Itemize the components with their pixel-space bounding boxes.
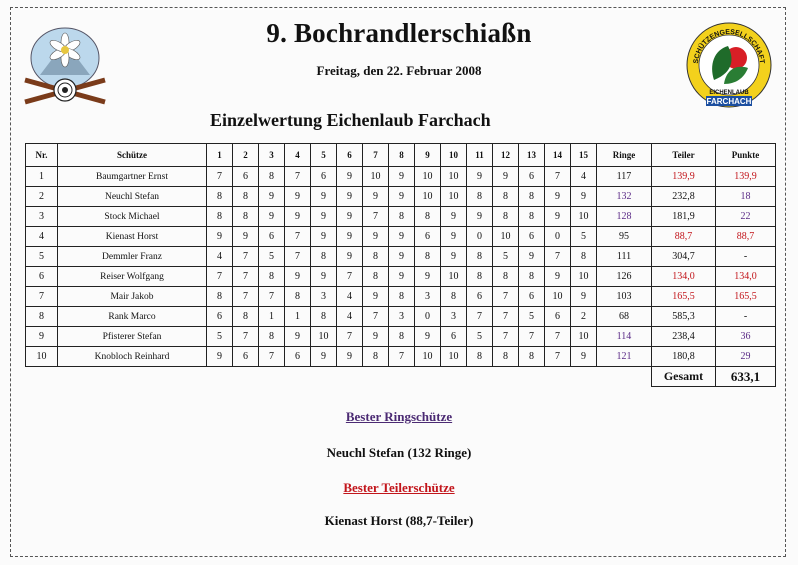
shot-score: 7 xyxy=(207,267,233,287)
punkte-value: 36 xyxy=(716,327,776,347)
ringe-total: 121 xyxy=(597,347,652,367)
emblem-top-text: SCHÜTZENGESELLSCHAFT xyxy=(692,28,766,64)
shot-score: 8 xyxy=(415,207,441,227)
shot-score: 9 xyxy=(415,327,441,347)
shot-score: 0 xyxy=(545,227,571,247)
shot-score: 5 xyxy=(259,247,285,267)
shot-score: 6 xyxy=(285,347,311,367)
shot-score: 9 xyxy=(441,207,467,227)
shot-score: 6 xyxy=(311,167,337,187)
teiler-value: 585,3 xyxy=(652,307,716,327)
shot-score: 9 xyxy=(337,207,363,227)
shot-score: 8 xyxy=(363,267,389,287)
ringe-total: 114 xyxy=(597,327,652,347)
ringe-total: 128 xyxy=(597,207,652,227)
shot-score: 9 xyxy=(441,227,467,247)
shot-score: 10 xyxy=(441,347,467,367)
shot-score: 6 xyxy=(233,167,259,187)
shot-score: 9 xyxy=(519,247,545,267)
shot-score: 9 xyxy=(207,227,233,247)
teiler-value: 139,9 xyxy=(652,167,716,187)
shot-score: 8 xyxy=(389,327,415,347)
table-header-row xyxy=(26,144,776,167)
shooter-name: Neuchl Stefan xyxy=(58,187,207,207)
teiler-value: 232,8 xyxy=(652,187,716,207)
shot-score: 7 xyxy=(519,327,545,347)
shot-score: 0 xyxy=(415,307,441,327)
best-ring-value: Neuchl Stefan (132 Ringe) xyxy=(326,445,472,460)
row-number: 6 xyxy=(26,267,58,287)
shot-score: 6 xyxy=(467,287,493,307)
shot-score: 9 xyxy=(545,267,571,287)
column-header: 9 xyxy=(415,144,441,167)
shooter-name: Baumgartner Ernst xyxy=(58,167,207,187)
table-row xyxy=(26,267,776,287)
shot-score: 7 xyxy=(493,287,519,307)
shot-score: 7 xyxy=(259,287,285,307)
punkte-value: 139,9 xyxy=(716,167,776,187)
shot-score: 9 xyxy=(285,207,311,227)
shot-score: 9 xyxy=(285,327,311,347)
shot-score: 9 xyxy=(311,347,337,367)
shot-score: 10 xyxy=(571,207,597,227)
shot-score: 5 xyxy=(493,247,519,267)
best-ring-label: Bester Ringschütze xyxy=(345,409,453,424)
shot-score: 3 xyxy=(389,307,415,327)
shot-score: 8 xyxy=(311,307,337,327)
gesamt-spacer xyxy=(26,367,652,387)
shot-score: 6 xyxy=(233,347,259,367)
shot-score: 7 xyxy=(389,347,415,367)
shot-score: 8 xyxy=(467,247,493,267)
shot-score: 7 xyxy=(233,267,259,287)
teiler-value: 238,4 xyxy=(652,327,716,347)
punkte-value: - xyxy=(716,307,776,327)
shot-score: 9 xyxy=(337,167,363,187)
shot-score: 4 xyxy=(337,307,363,327)
gesamt-row xyxy=(26,367,776,387)
table-row xyxy=(26,227,776,247)
shot-score: 10 xyxy=(571,327,597,347)
row-number: 7 xyxy=(26,287,58,307)
shot-score: 7 xyxy=(285,167,311,187)
teiler-value: 304,7 xyxy=(652,247,716,267)
table-row xyxy=(26,167,776,187)
shot-score: 8 xyxy=(493,207,519,227)
shot-score: 4 xyxy=(571,167,597,187)
shot-score: 10 xyxy=(545,287,571,307)
shot-score: 9 xyxy=(363,327,389,347)
emblem-bottom-text: EICHENLAUB xyxy=(709,90,749,96)
shot-score: 9 xyxy=(337,247,363,267)
shot-score: 7 xyxy=(493,327,519,347)
shot-score: 0 xyxy=(467,227,493,247)
shot-score: 7 xyxy=(337,267,363,287)
table-row xyxy=(26,287,776,307)
table-row xyxy=(26,327,776,347)
shot-score: 8 xyxy=(233,187,259,207)
shot-score: 8 xyxy=(363,347,389,367)
punkte-value: 88,7 xyxy=(716,227,776,247)
shot-score: 8 xyxy=(233,307,259,327)
shot-score: 9 xyxy=(311,267,337,287)
shot-score: 8 xyxy=(233,207,259,227)
shot-score: 8 xyxy=(493,187,519,207)
column-header: 6 xyxy=(337,144,363,167)
shooter-name: Reiser Wolfgang xyxy=(58,267,207,287)
shot-score: 10 xyxy=(571,267,597,287)
shot-score: 8 xyxy=(467,347,493,367)
shot-score: 7 xyxy=(363,307,389,327)
shot-score: 9 xyxy=(571,287,597,307)
shot-score: 9 xyxy=(259,207,285,227)
shot-score: 9 xyxy=(337,347,363,367)
gesamt-label: Gesamt xyxy=(652,367,716,387)
shot-score: 9 xyxy=(311,187,337,207)
shot-score: 8 xyxy=(389,207,415,227)
shot-score: 8 xyxy=(467,187,493,207)
shooter-name: Demmler Franz xyxy=(58,247,207,267)
punkte-value: 22 xyxy=(716,207,776,227)
shot-score: 9 xyxy=(545,187,571,207)
ringe-total: 117 xyxy=(597,167,652,187)
column-header: 5 xyxy=(311,144,337,167)
shot-score: 7 xyxy=(259,347,285,367)
shot-score: 10 xyxy=(363,167,389,187)
shot-score: 7 xyxy=(467,307,493,327)
shot-score: 10 xyxy=(415,347,441,367)
column-header: Teiler xyxy=(652,144,716,167)
column-header: 3 xyxy=(259,144,285,167)
shot-score: 8 xyxy=(519,267,545,287)
column-header: 8 xyxy=(389,144,415,167)
shot-score: 8 xyxy=(441,287,467,307)
shot-score: 9 xyxy=(389,267,415,287)
row-number: 4 xyxy=(26,227,58,247)
shot-score: 9 xyxy=(311,227,337,247)
shot-score: 8 xyxy=(207,287,233,307)
shot-score: 5 xyxy=(467,327,493,347)
teiler-value: 88,7 xyxy=(652,227,716,247)
shot-score: 7 xyxy=(233,327,259,347)
row-number: 5 xyxy=(26,247,58,267)
shot-score: 1 xyxy=(259,307,285,327)
shot-score: 9 xyxy=(363,227,389,247)
shot-score: 9 xyxy=(285,187,311,207)
shot-score: 8 xyxy=(207,187,233,207)
table-row xyxy=(26,347,776,367)
shot-score: 8 xyxy=(493,267,519,287)
column-header: 12 xyxy=(493,144,519,167)
shot-score: 10 xyxy=(441,187,467,207)
shot-score: 10 xyxy=(441,167,467,187)
shot-score: 9 xyxy=(467,167,493,187)
shot-score: 10 xyxy=(441,267,467,287)
shot-score: 9 xyxy=(389,247,415,267)
shot-score: 8 xyxy=(519,347,545,367)
event-date: Freitag, den 22. Februar 2008 xyxy=(316,63,482,78)
shot-score: 9 xyxy=(571,347,597,367)
shot-score: 10 xyxy=(311,327,337,347)
shot-score: 8 xyxy=(519,207,545,227)
punkte-value: 134,0 xyxy=(716,267,776,287)
shooter-name: Knobloch Reinhard xyxy=(58,347,207,367)
column-header: 14 xyxy=(545,144,571,167)
best-teiler-label: Bester Teilerschütze xyxy=(343,480,455,495)
shot-score: 5 xyxy=(207,327,233,347)
shot-score: 7 xyxy=(545,167,571,187)
punkte-value: - xyxy=(716,247,776,267)
shot-score: 7 xyxy=(545,347,571,367)
shot-score: 9 xyxy=(363,187,389,207)
row-number: 3 xyxy=(26,207,58,227)
punkte-value: 165,5 xyxy=(716,287,776,307)
shot-score: 2 xyxy=(571,307,597,327)
shot-score: 10 xyxy=(493,227,519,247)
teiler-value: 165,5 xyxy=(652,287,716,307)
table-row xyxy=(26,247,776,267)
teiler-value: 180,8 xyxy=(652,347,716,367)
shot-score: 6 xyxy=(519,167,545,187)
results-table xyxy=(25,143,776,387)
column-header: 1 xyxy=(207,144,233,167)
shot-score: 8 xyxy=(415,247,441,267)
shot-score: 8 xyxy=(259,267,285,287)
punkte-value: 18 xyxy=(716,187,776,207)
ringe-total: 111 xyxy=(597,247,652,267)
row-number: 2 xyxy=(26,187,58,207)
shot-score: 9 xyxy=(545,207,571,227)
column-header: 2 xyxy=(233,144,259,167)
shot-score: 9 xyxy=(389,167,415,187)
shot-score: 7 xyxy=(545,247,571,267)
teiler-value: 134,0 xyxy=(652,267,716,287)
shot-score: 5 xyxy=(519,307,545,327)
shot-score: 9 xyxy=(571,187,597,207)
shot-score: 9 xyxy=(207,347,233,367)
shot-score: 6 xyxy=(259,227,285,247)
shot-score: 9 xyxy=(467,207,493,227)
shot-score: 10 xyxy=(415,187,441,207)
shot-score: 8 xyxy=(259,167,285,187)
shot-score: 7 xyxy=(493,307,519,327)
shot-score: 7 xyxy=(207,167,233,187)
ringe-total: 126 xyxy=(597,267,652,287)
row-number: 9 xyxy=(26,327,58,347)
table-row xyxy=(26,187,776,207)
shooter-name: Stock Michael xyxy=(58,207,207,227)
column-header: 11 xyxy=(467,144,493,167)
shot-score: 7 xyxy=(337,327,363,347)
shot-score: 8 xyxy=(311,247,337,267)
shot-score: 7 xyxy=(233,247,259,267)
shot-score: 8 xyxy=(519,187,545,207)
shot-score: 5 xyxy=(571,227,597,247)
shot-score: 8 xyxy=(571,247,597,267)
shot-score: 9 xyxy=(441,247,467,267)
table-row xyxy=(26,207,776,227)
ringe-total: 95 xyxy=(597,227,652,247)
column-header: 7 xyxy=(363,144,389,167)
page-title: 9. Bochrandlerschiaßn xyxy=(266,18,532,48)
row-number: 10 xyxy=(26,347,58,367)
shot-score: 9 xyxy=(337,187,363,207)
shooter-name: Kienast Horst xyxy=(58,227,207,247)
row-number: 1 xyxy=(26,167,58,187)
shot-score: 8 xyxy=(259,327,285,347)
shot-score: 4 xyxy=(207,247,233,267)
shot-score: 9 xyxy=(389,227,415,247)
section-title: Einzelwertung Eichenlaub Farchach xyxy=(210,110,491,130)
column-header: 4 xyxy=(285,144,311,167)
shot-score: 9 xyxy=(233,227,259,247)
shot-score: 8 xyxy=(363,247,389,267)
shot-score: 8 xyxy=(389,287,415,307)
column-header: 15 xyxy=(571,144,597,167)
shot-score: 9 xyxy=(389,187,415,207)
ringe-total: 103 xyxy=(597,287,652,307)
shot-score: 8 xyxy=(285,287,311,307)
column-header: 10 xyxy=(441,144,467,167)
column-header: Ringe xyxy=(597,144,652,167)
shot-score: 9 xyxy=(337,227,363,247)
shot-score: 6 xyxy=(441,327,467,347)
ringe-total: 68 xyxy=(597,307,652,327)
ringe-total: 132 xyxy=(597,187,652,207)
shot-score: 9 xyxy=(415,267,441,287)
shot-score: 7 xyxy=(363,207,389,227)
shot-score: 7 xyxy=(285,227,311,247)
column-header: Punkte xyxy=(716,144,776,167)
column-header: Schütze xyxy=(58,144,207,167)
shot-score: 8 xyxy=(467,267,493,287)
shot-score: 7 xyxy=(285,247,311,267)
shooter-name: Rank Marco xyxy=(58,307,207,327)
shot-score: 7 xyxy=(233,287,259,307)
shot-score: 6 xyxy=(519,287,545,307)
table-row xyxy=(26,307,776,327)
gesamt-value: 633,1 xyxy=(716,367,776,387)
shot-score: 3 xyxy=(441,307,467,327)
shot-score: 6 xyxy=(207,307,233,327)
shot-score: 6 xyxy=(519,227,545,247)
shot-score: 6 xyxy=(415,227,441,247)
punkte-value: 29 xyxy=(716,347,776,367)
shot-score: 9 xyxy=(363,287,389,307)
shot-score: 8 xyxy=(493,347,519,367)
shot-score: 9 xyxy=(311,207,337,227)
shot-score: 6 xyxy=(545,307,571,327)
row-number: 8 xyxy=(26,307,58,327)
shot-score: 4 xyxy=(337,287,363,307)
shooter-name: Mair Jakob xyxy=(58,287,207,307)
teiler-value: 181,9 xyxy=(652,207,716,227)
shot-score: 3 xyxy=(415,287,441,307)
shot-score: 3 xyxy=(311,287,337,307)
best-teiler-value: Kienast Horst (88,7-Teiler) xyxy=(324,513,474,528)
column-header: Nr. xyxy=(26,144,58,167)
shot-score: 7 xyxy=(545,327,571,347)
shot-score: 9 xyxy=(285,267,311,287)
emblem-name: FARCHACH xyxy=(706,97,752,106)
shot-score: 8 xyxy=(207,207,233,227)
shot-score: 9 xyxy=(493,167,519,187)
shooter-name: Pfisterer Stefan xyxy=(58,327,207,347)
shot-score: 9 xyxy=(259,187,285,207)
shot-score: 1 xyxy=(285,307,311,327)
shot-score: 10 xyxy=(415,167,441,187)
column-header: 13 xyxy=(519,144,545,167)
